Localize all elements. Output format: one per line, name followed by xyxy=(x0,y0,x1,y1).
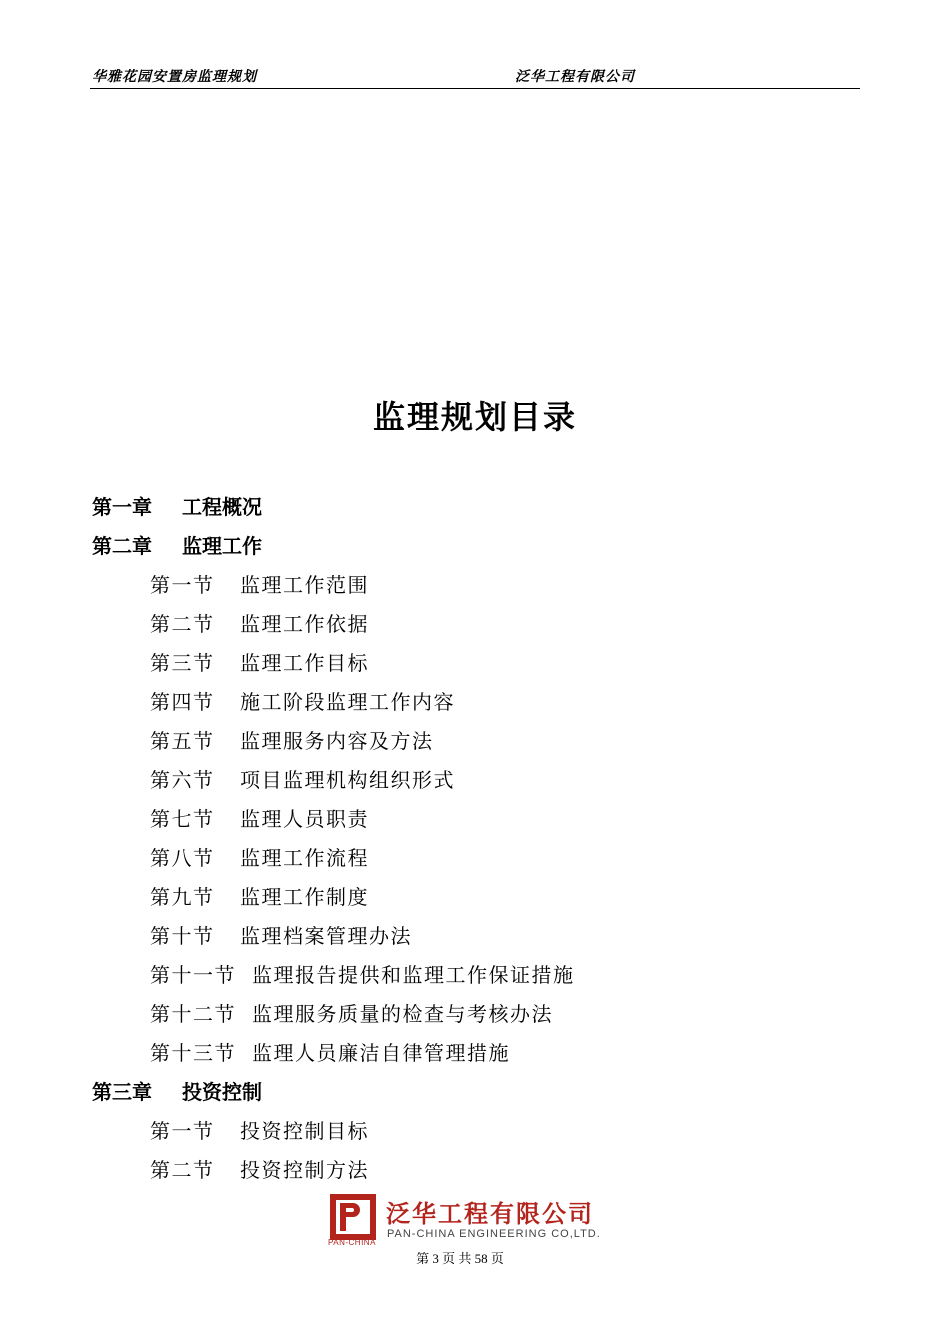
toc-entry-number: 第十一节 xyxy=(150,963,236,987)
toc-entry-text: 监理人员职责 xyxy=(240,807,369,831)
toc-entry-text: 投资控制 xyxy=(182,1080,262,1104)
header-company-name: 泛华工程有限公司 xyxy=(515,69,635,85)
toc-entry-text: 监理工作目标 xyxy=(240,651,369,675)
toc-chapter-entry xyxy=(92,527,852,566)
toc-section-entry xyxy=(92,995,852,1034)
logo-company-name-en: PAN-CHINA ENGINEERING CO,LTD. xyxy=(387,1228,601,1240)
toc-entry-number: 第四节 xyxy=(150,690,215,714)
toc-chapter-entry xyxy=(92,1073,852,1112)
toc-entry-number: 第八节 xyxy=(150,846,215,870)
toc-section-entry xyxy=(92,956,852,995)
page-number: 第 3 页 共 58 页 xyxy=(416,1251,504,1266)
toc-entry-number: 第七节 xyxy=(150,807,215,831)
toc-entry-text: 监理服务内容及方法 xyxy=(240,729,434,753)
toc-entry-text: 监理报告提供和监理工作保证措施 xyxy=(252,963,575,987)
page-title: 监理规划目录 xyxy=(372,398,577,436)
toc-entry-number: 第十三节 xyxy=(150,1041,236,1065)
logo-subtext: PAN-CHINA xyxy=(328,1238,376,1247)
toc-entry-number: 第一节 xyxy=(150,573,215,597)
toc-entry-text: 投资控制目标 xyxy=(240,1119,369,1143)
toc-section-entry xyxy=(92,605,852,644)
toc-entry-number: 第一章 xyxy=(92,495,152,519)
toc-entry-number: 第二节 xyxy=(150,612,215,636)
toc-entry-text: 投资控制方法 xyxy=(240,1158,369,1182)
toc-entry-number: 第三节 xyxy=(150,651,215,675)
toc-entry-number: 第九节 xyxy=(150,885,215,909)
header-document-title: 华雅花园安置房监理规划 xyxy=(92,69,257,85)
toc-section-entry xyxy=(92,800,852,839)
toc-entry-text: 监理工作依据 xyxy=(240,612,369,636)
toc-entry-number: 第十节 xyxy=(150,924,215,948)
toc-section-entry xyxy=(92,1151,852,1190)
toc-entry-text: 监理人员廉洁自律管理措施 xyxy=(252,1041,510,1065)
toc-entry-text: 监理档案管理办法 xyxy=(240,924,412,948)
toc-entry-number: 第二章 xyxy=(92,534,152,558)
page-header xyxy=(90,66,860,89)
toc-entry-text: 施工阶段监理工作内容 xyxy=(240,690,455,714)
company-logo xyxy=(330,1194,630,1248)
logo-company-name-cn: 泛华工程有限公司 xyxy=(386,1200,594,1228)
toc-section-entry xyxy=(92,839,852,878)
table-of-contents xyxy=(92,488,852,1190)
toc-entry-number: 第六节 xyxy=(150,768,215,792)
toc-entry-text: 监理工作流程 xyxy=(240,846,369,870)
toc-entry-number: 第一节 xyxy=(150,1119,215,1143)
toc-entry-text: 项目监理机构组织形式 xyxy=(240,768,455,792)
toc-section-entry xyxy=(92,878,852,917)
toc-entry-number: 第二节 xyxy=(150,1158,215,1182)
toc-entry-text: 监理工作范围 xyxy=(240,573,369,597)
toc-entry-number: 第十二节 xyxy=(150,1002,236,1026)
toc-entry-text: 监理服务质量的检查与考核办法 xyxy=(252,1002,553,1026)
toc-entry-text: 监理工作 xyxy=(182,534,262,558)
toc-section-entry xyxy=(92,917,852,956)
toc-section-entry xyxy=(92,644,852,683)
toc-entry-text: 监理工作制度 xyxy=(240,885,369,909)
toc-entry-number: 第五节 xyxy=(150,729,215,753)
toc-section-entry xyxy=(92,683,852,722)
toc-section-entry xyxy=(92,722,852,761)
toc-section-entry xyxy=(92,1034,852,1073)
toc-section-entry xyxy=(92,566,852,605)
toc-section-entry xyxy=(92,1112,852,1151)
toc-section-entry xyxy=(92,761,852,800)
logo-mark-icon xyxy=(330,1194,376,1240)
toc-entry-text: 工程概况 xyxy=(182,495,262,519)
toc-chapter-entry xyxy=(92,488,852,527)
toc-entry-number: 第三章 xyxy=(92,1080,152,1104)
